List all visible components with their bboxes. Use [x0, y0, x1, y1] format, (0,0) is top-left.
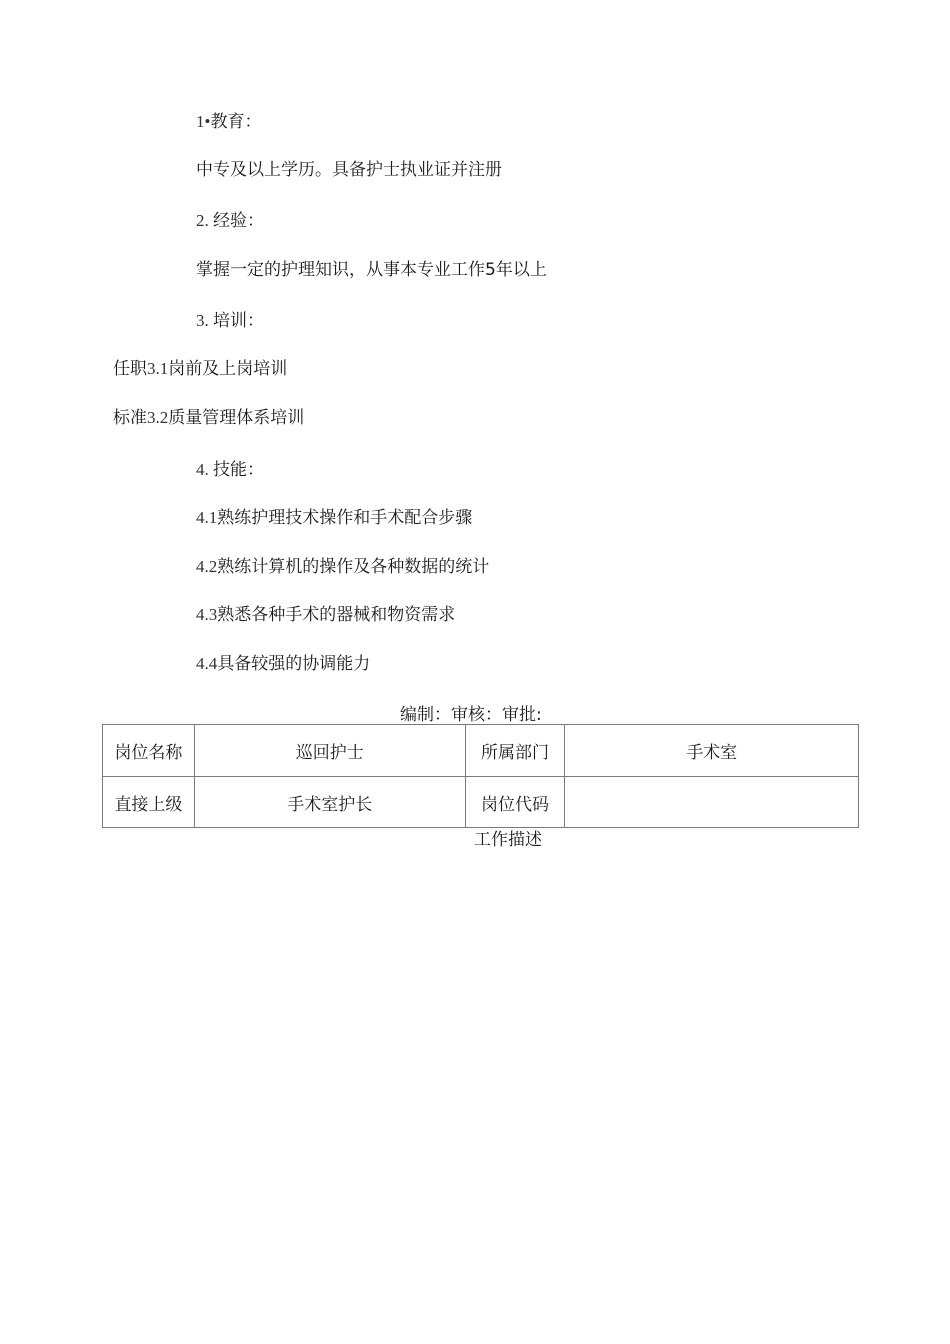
item-number: 3.	[196, 311, 213, 330]
supervisor-label: 直接上级	[103, 777, 195, 828]
requirement-skills-heading	[196, 458, 264, 482]
item-text: 具备较强的协调能力	[217, 654, 371, 674]
item-text: 熟练计算机的操作及各种数据的统计	[217, 557, 490, 577]
requirement-training-item-3-2	[113, 406, 304, 430]
signoff-line: 编制：审核：审批:	[400, 705, 542, 725]
requirement-skill-4-1	[196, 506, 472, 530]
position-code-value	[565, 777, 859, 828]
supervisor-value: 手术室护长	[194, 777, 465, 828]
item-number: 4.	[196, 460, 213, 479]
position-code-label: 岗位代码	[465, 777, 565, 828]
requirement-skill-4-2	[196, 555, 489, 579]
item-text: 掌握一定的护理知识，从事本专业工作5年以上	[196, 260, 547, 280]
requirement-education-heading	[196, 110, 261, 134]
requirement-experience-heading	[196, 209, 264, 233]
item-text: 培训：	[213, 311, 264, 331]
table-row	[103, 725, 859, 777]
requirement-training-item-3-1	[113, 357, 287, 381]
position-info-table	[102, 724, 859, 828]
item-text: 熟练护理技术操作和手术配合步骤	[217, 508, 473, 528]
item-text: 质量管理体系培训	[168, 408, 305, 428]
item-number: 2.	[196, 211, 213, 230]
position-name-value: 巡回护士	[194, 725, 465, 777]
item-text: 岗前及上岗培训	[168, 359, 288, 379]
item-number: 4.2	[196, 557, 218, 576]
requirement-skill-4-4	[196, 652, 370, 676]
item-text: 技能：	[213, 460, 264, 480]
item-number: 1•	[196, 112, 211, 131]
requirement-training-heading	[196, 309, 264, 333]
department-value: 手术室	[565, 725, 859, 777]
item-text: 中专及以上学历。具备护士执业证并注册	[196, 160, 502, 180]
item-number: 3.1	[147, 359, 169, 378]
item-number: 4.3	[196, 605, 218, 624]
department-label: 所属部门	[465, 725, 565, 777]
section-title: 工作描述	[474, 830, 542, 850]
position-name-label: 岗位名称	[103, 725, 195, 777]
side-label: 标准	[113, 408, 147, 428]
item-number: 3.2	[147, 408, 169, 427]
table-row	[103, 777, 859, 828]
item-text: 经验：	[213, 211, 264, 231]
requirement-experience-detail	[196, 258, 547, 282]
item-number: 4.4	[196, 654, 218, 673]
item-number: 4.1	[196, 508, 218, 527]
requirement-education-detail	[196, 158, 502, 182]
requirement-skill-4-3	[196, 603, 455, 627]
item-text: 教育：	[210, 112, 262, 132]
item-text: 熟悉各种手术的器械和物资需求	[217, 605, 456, 625]
side-label: 任职	[113, 359, 147, 379]
